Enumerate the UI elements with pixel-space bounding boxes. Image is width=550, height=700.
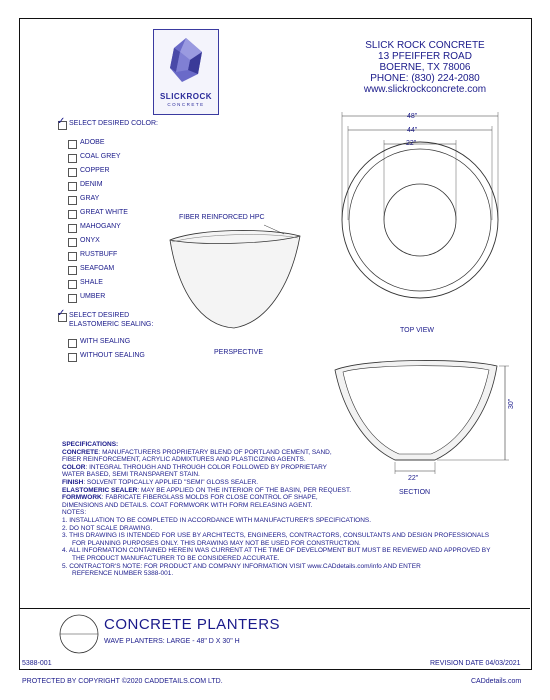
dimension-44: 44" — [407, 127, 418, 134]
top-view-drawing — [320, 110, 520, 330]
checkbox[interactable] — [68, 224, 77, 233]
note-4: 4. ALL INFORMATION CONTAINED HEREIN WAS CURRENT AT THE TIME OF DEVELOPMENT BUT MUST BE REVIEWED AND APPROVED BY — [62, 547, 491, 555]
company-phone: PHONE: (830) 224-2080 — [370, 73, 480, 84]
logo-text: SLICKROCK — [159, 92, 213, 101]
color-heading: SELECT DESIRED COLOR: — [69, 120, 158, 127]
checkbox[interactable] — [68, 294, 77, 303]
footer-site-link[interactable]: CADdetails.com — [471, 678, 522, 685]
material-callout: FIBER REINFORCED HPC — [179, 214, 265, 221]
note-2: 2. DO NOT SCALE DRAWING. — [62, 524, 153, 532]
company-website[interactable]: www.slickrockconcrete.com — [363, 84, 487, 95]
sealing-heading-line1: SELECT DESIRED — [69, 312, 130, 319]
check-mark-icon: ✓ — [57, 116, 66, 127]
drawing-title: CONCRETE PLANTERS — [104, 616, 281, 633]
checkbox[interactable] — [68, 196, 77, 205]
checkbox[interactable] — [68, 266, 77, 275]
checkbox[interactable] — [68, 168, 77, 177]
logo-subtext: CONCRETE — [167, 102, 205, 107]
checkbox[interactable] — [68, 154, 77, 163]
copyright-notice: PROTECTED BY COPYRIGHT ©2020 CADDETAILS.COM LTD. — [22, 678, 223, 685]
drawing-number: 5388-001 — [22, 660, 52, 667]
checkbox[interactable] — [68, 210, 77, 219]
checkbox[interactable] — [68, 140, 77, 149]
company-address-2: BOERNE, TX 78006 — [379, 62, 471, 73]
title-block-divider — [20, 608, 530, 609]
checkbox[interactable] — [68, 252, 77, 261]
perspective-label: PERSPECTIVE — [214, 349, 264, 356]
dimension-22-section: 22" — [408, 475, 419, 482]
dimension-48: 48" — [407, 113, 418, 120]
company-name: SLICK ROCK CONCRETE — [365, 40, 485, 51]
perspective-drawing — [160, 210, 310, 340]
checkbox[interactable] — [68, 238, 77, 247]
company-logo — [153, 29, 219, 115]
title-circle-icon — [58, 613, 100, 655]
checkbox[interactable] — [68, 280, 77, 289]
sealing-heading-line2: ELASTOMERIC SEALING: — [69, 321, 154, 328]
top-view-label: TOP VIEW — [400, 327, 434, 334]
checkbox[interactable] — [68, 182, 77, 191]
note-1: 1. INSTALLATION TO BE COMPLETED IN ACCORDANCE WITH MANUFACTURER'S SPECIFICATIONS. — [62, 516, 372, 524]
company-address-1: 13 PFEIFFER ROAD — [378, 51, 472, 62]
drawing-subtitle: WAVE PLANTERS: LARGE - 48" D X 30" H — [104, 638, 240, 645]
note-5: 5. CONTRACTOR'S NOTE: FOR PRODUCT AND COMPANY INFORMATION VISIT www.CADdetails.com/info AND ENTER — [62, 562, 421, 570]
checkbox[interactable] — [68, 339, 77, 348]
specs-heading: SPECIFICATIONS: — [62, 441, 119, 448]
revision-date: REVISION DATE 04/03/2021 — [430, 660, 521, 667]
checkbox[interactable] — [68, 353, 77, 362]
section-label: SECTION — [399, 489, 431, 496]
notes-heading: NOTES: — [62, 509, 87, 517]
note-3: 3. THIS DRAWING IS INTENDED FOR USE BY ARCHITECTS, ENGINEERS, CONTRACTORS, CONSULTANTS AND DESIGN PROFESSIONALS — [62, 532, 490, 540]
company-info — [330, 40, 520, 95]
dimension-30: 30" — [508, 398, 515, 409]
specifications: SPECIFICATIONS: CONCRETE: MANUFACTURERS PROPRIETARY BLEND OF PORTLAND CEMENT, SAND, FIBER REINFORCEMENT, ACRYLIC ADMIXTURES AND PLASTICIZING AGENTS. COLOR: INTEGRAL THROUGH AND THROUGH COLOR FOLLOWED BY PROPRIETARY WATER BASED, SEMI TRANSPARENT STAIN. FINISH: SOLVENT TOPICALLY APPLIED "SEMI" GLOSS SEALER. ELASTOMERIC SEALER: MAY BE APPLIED ON THE INTERIOR OF THE BASIN, PER REQUEST. FORMWORK: FABRICATE FIBERGLASS MOLDS FOR CLOSE CONTROL OF SHAPE, DIMENSIONS AND DETAILS. COAT FORMWORK WITH FORM RELEASING AGENT. NOTES: 1. INSTALLATION TO BE COMPLETED IN ACCORDANCE WITH MANUFACTURER'S SPECIFICATIONS. 2. DO NOT SCALE DRAWING. 3. THIS DRAWING IS INTENDED FOR USE BY ARCHITECTS, ENGINEERS, CONTRACTORS, CONSULTANTS AND DESIGN PROFESSIONALS FOR PLANNING PURPOSES ONLY. THIS DRAWING MAY NOT BE USED FOR CONSTRUCTION. 4. ALL INFORMATION CONTAINED HEREIN WAS CURRENT AT THE TIME OF DEVELOPMENT BUT MUST BE REVIEWED AND APPROVED BY THE PRODUCT MANUFACTURER TO BE CONSIDERED ACCURATE. 5. CONTRACTOR'S NOTE: FOR PRODUCT AND COMPANY INFORMATION VISIT www.CADdetails.com/info AND ENTER REFERENCE NUMBER 5388-001. — [62, 441, 532, 578]
check-mark-icon: ✓ — [57, 308, 66, 319]
dimension-22-top: 22" — [406, 140, 417, 147]
